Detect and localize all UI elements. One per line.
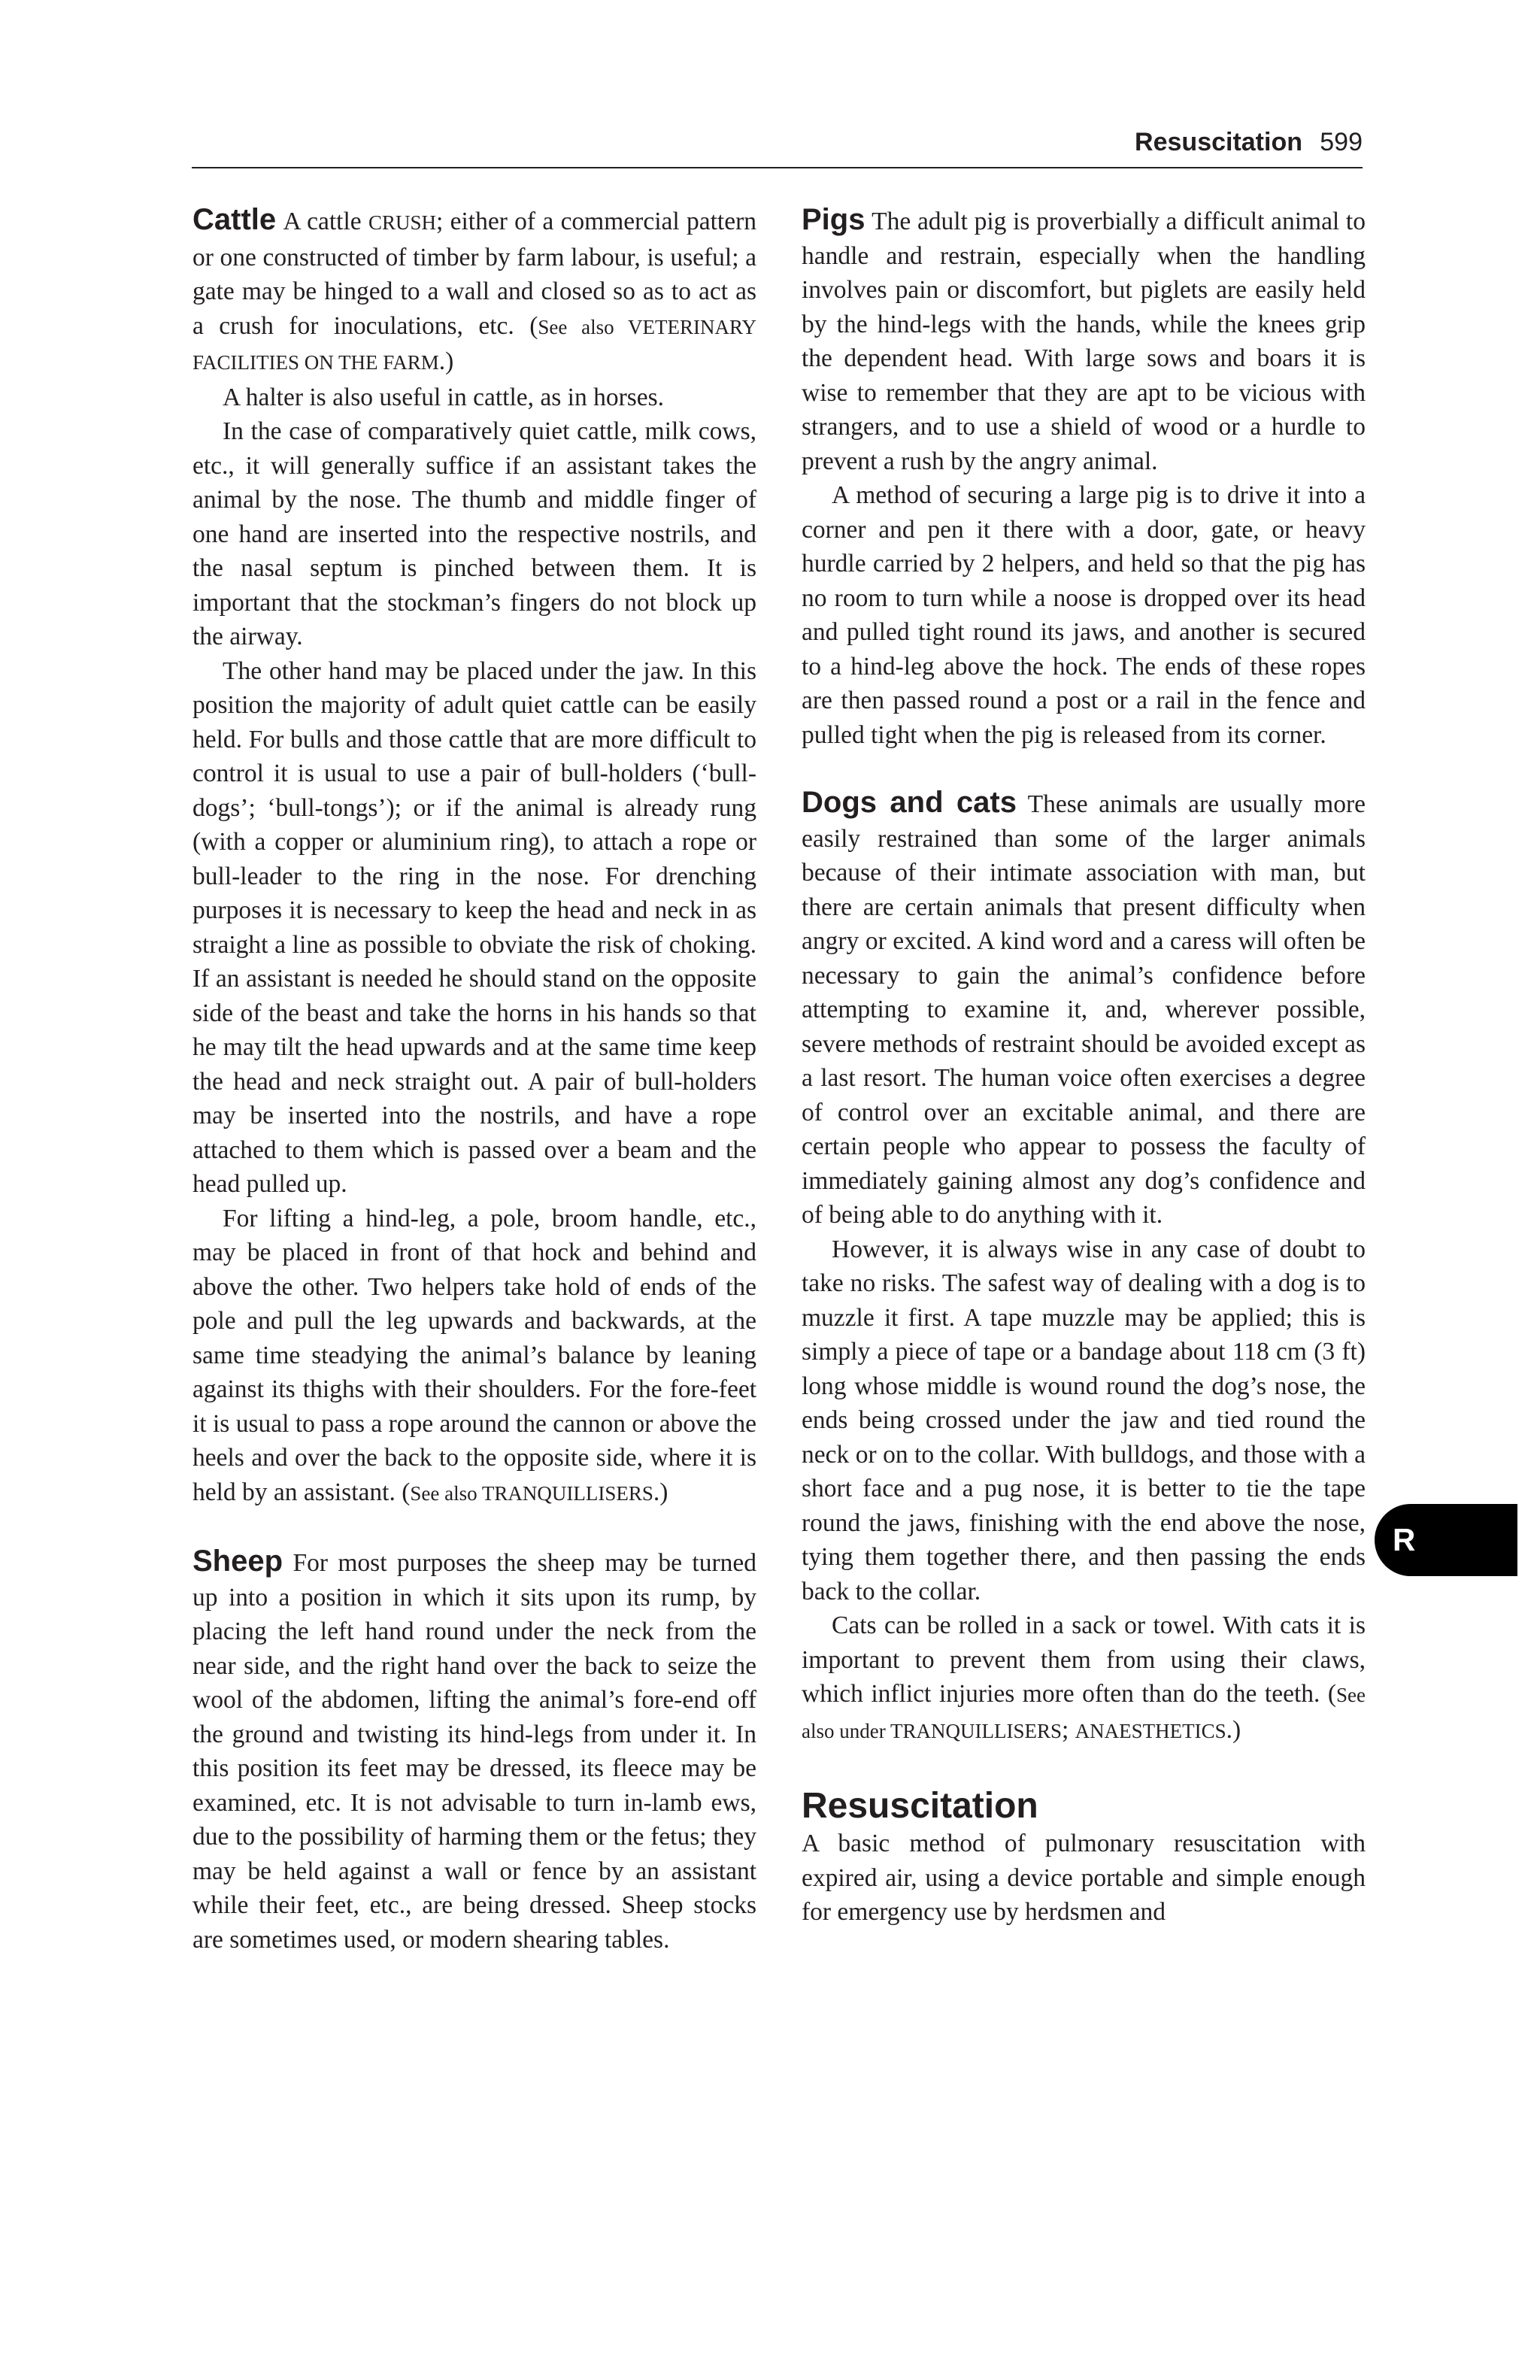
running-header — [192, 125, 1363, 168]
pigs-paragraph: Pigs The adult pig is proverbially a difficult animal to handle and restrain, especially when the handling involves pain or discomfort, but piglets are easily held by the hind-legs with the hands, while the knees grip the dependent head. With large sows and boars it is wise to remember that they are apt to be vicious with strangers, and to use a shield of wood or a hurdle to prevent a rush by the angry animal. — [802, 203, 1366, 475]
cattle-bull-holders-paragraph: The other hand may be placed under the jaw. In this position the majority of adult quiet cattle can be easily held. For bulls and those cattle that are more difficult to control it is usual to use a pair of bull-holders (‘bull-dogs’; ‘bull-tongs’); or if the animal is already rung (with a copper or aluminium ring), to attach a rope or bull-leader to the ring in the nose. For drenching purposes it is necessary to keep the head and neck in as straight a line as possible to obviate the risk of choking. If an assistant is needed he should stand on the opposite side of the beast and take the horns in his hands so that he may tilt the head upwards and at the same time keep the head and neck straight out. A pair of bull-holders may be inserted into the nostrils, and have a rope attached to them which is passed over a beam and the head pulled up. — [192, 656, 756, 1198]
pigs-heading: Pigs — [802, 203, 865, 236]
cattle-halter-paragraph: A halter is also useful in cattle, as in horses. — [223, 383, 665, 411]
thumb-tab-letter: R — [1393, 1522, 1416, 1557]
running-title: Resuscitation — [1135, 128, 1302, 156]
resuscitation-paragraph: A basic method of pulmonary resuscitation with expired air, using a device portable and simple enough for emergency use by herdsmen and — [802, 1830, 1366, 1926]
crush-cross-reference: CRUSH — [368, 211, 436, 234]
left-column — [192, 203, 756, 1957]
right-column — [802, 203, 1366, 1930]
sheep-heading: Sheep — [192, 1545, 283, 1578]
veterinary-facilities-cross-reference: VETERINARY FACILITIES ON THE FARM — [192, 315, 756, 374]
sheep-paragraph: Sheep For most purposes the sheep may be turned up into a position in which it sits upon its rump, by placing the left hand round under the neck from the near side, and the right hand over the back to seize the wool of the abdomen, lifting the animal’s fore-end off the ground and twisting its hind-legs from under it. In this position its feet may be dressed, its fleece may be examined, etc. It is not advisable to turn in-lamb ews, due to the possibility of harming them or the fetus; they may be held against a wall or fence by an assistant while their feet, etc., are being dressed. Sheep stocks are sometimes used, or modern shearing tables. — [192, 1545, 756, 1954]
cattle-paragraph: Cattle A cattle CRUSH; either of a commercial pattern or one constructed of timber by farm labour, is useful; a gate may be hinged to a wall and closed so as to act as a crush for inoculations, etc. (See also VETERINARY FACILITIES ON THE FARM.) — [192, 203, 756, 375]
dogs-cats-paragraph: Dogs and cats These animals are usually more easily restrained than some of the larger animals because of their intimate association with man, but there are certain animals that present difficulty when angry or excited. A kind word and a caress will often be necessary to gain the animal’s confidence before attempting to examine it, and, wherever possible, severe methods of restraint should be avoided except as a last resort. The human voice often exercises a degree of control over an excitable animal, and there are certain people who appear to possess the faculty of immediately gaining almost any dog’s confidence and of being able to do anything with it. — [802, 786, 1366, 1229]
anaesthetics-cross-reference: ANAESTHETICS — [1075, 1719, 1226, 1742]
dogs-muzzle-paragraph: However, it is always wise in any case of doubt to take no risks. The safest way of dealing with a dog is to muzzle it first. A tape muzzle may be applied; this is simply a piece of tape or a bandage about 118 cm (3 ft) long whose middle is wound round the dog’s nose, the ends being crossed under the jaw and tied round the neck or on to the collar. With bulldogs, and those with a short face and a pug nose, it is better to tie the tape round the jaws, finishing with the end above the nose, tying them together there, and then passing the ends back to the collar. — [802, 1235, 1366, 1605]
cats-paragraph: Cats can be rolled in a sack or towel. With cats it is important to prevent them from using their claws, which inflict injuries more often than do the teeth. (See also under TRANQUILLISERS; ANAESTHETICS.) — [802, 1611, 1366, 1744]
dogs-cats-heading: Dogs and cats — [802, 786, 1017, 819]
cattle-hind-leg-paragraph: For lifting a hind-leg, a pole, broom handle, etc., may be placed in front of that hock and behind and above the other. Two helpers take hold of ends of the pole and pull the leg upwards and backwards, at the same time steadying the animal’s balance by leaning against its thighs with their shoulders. For the fore-feet it is usual to pass a rope around the cannon or above the heels and over the back to the opposite side, where it is held by an assistant. (See also TRANQUILLISERS.) — [192, 1204, 756, 1506]
pigs-method-paragraph: A method of securing a large pig is to drive it into a corner and pen it there with a door, gate, or heavy hurdle carried by 2 helpers, and held so that the pig has no room to turn while a noose is dropped over its head and pulled tight round its jaws, and another is secured to a hind-leg above the hock. The ends of these ropes are then passed round a post or a rail in the fence and pulled tight when the pig is released from its corner. — [802, 481, 1366, 749]
cattle-nose-paragraph: In the case of comparatively quiet cattle, milk cows, etc., it will generally suffice if an assistant takes the animal by the nose. The thumb and middle finger of one hand are inserted into the respective nostrils, and the nasal septum is pinched between them. It is important that the stockman’s fingers do not block up the airway. — [192, 417, 756, 650]
resuscitation-heading: Resuscitation — [802, 1786, 1038, 1826]
page-number: 599 — [1320, 128, 1363, 156]
cattle-heading: Cattle — [192, 203, 277, 236]
section-thumb-tab — [1375, 1504, 1517, 1576]
tranquillisers-cross-reference: TRANQUILLISERS — [885, 1719, 1062, 1742]
tranquillisers-cross-reference: TRANQUILLISERS — [477, 1481, 653, 1505]
